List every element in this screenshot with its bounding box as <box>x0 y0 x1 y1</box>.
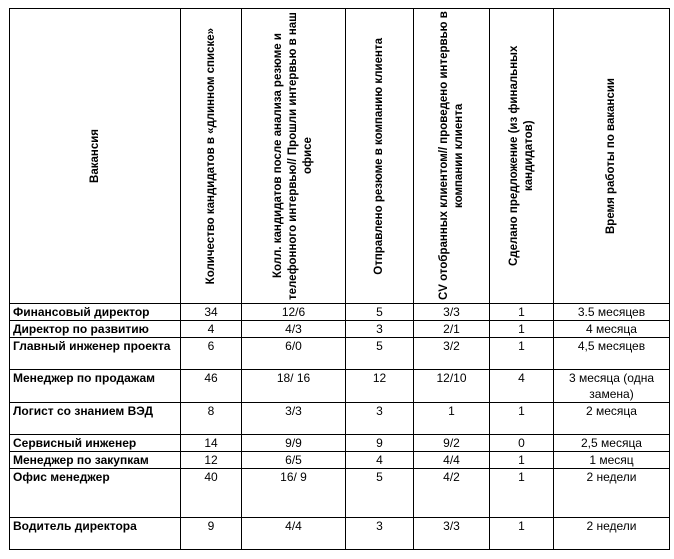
cell-vacancy: Главный инженер проекта <box>10 338 181 370</box>
header-text: Колл. кандидатов после анализа резюме и телефонного интервью// Прошли интервью в наш офисе <box>272 12 314 300</box>
cell-long-list: 12 <box>181 452 242 469</box>
cell-sent: 3 <box>346 403 414 435</box>
header-time <box>554 9 670 304</box>
cell-sent: 12 <box>346 370 414 403</box>
header-text: Сделано предложение (из финальных кандидатов) <box>507 45 535 267</box>
cell-sent: 5 <box>346 338 414 370</box>
cell-offer: 1 <box>490 469 554 518</box>
cell-after-analysis: 6/0 <box>242 338 346 370</box>
header-text: CV отобранных клиентом// проведено интервью в компании клиента <box>437 11 465 301</box>
header-vacancy <box>10 9 181 304</box>
header-text: Вакансия <box>88 129 101 183</box>
cell-cv-selected: 1 <box>414 403 490 435</box>
cell-cv-selected: 4/2 <box>414 469 490 518</box>
cell-long-list: 9 <box>181 518 242 550</box>
header-offer <box>490 9 554 304</box>
cell-offer: 1 <box>490 304 554 321</box>
table-row <box>10 518 670 550</box>
cell-long-list: 34 <box>181 304 242 321</box>
cell-time: 2,5 месяца <box>554 435 670 452</box>
cell-cv-selected: 9/2 <box>414 435 490 452</box>
header-text: Количество кандидатов в «длинном списке» <box>204 27 217 285</box>
cell-vacancy: Сервисный инженер <box>10 435 181 452</box>
cell-vacancy: Водитель директора <box>10 518 181 550</box>
cell-vacancy: Менеджер по продажам <box>10 370 181 403</box>
cell-offer: 1 <box>490 452 554 469</box>
cell-sent: 9 <box>346 435 414 452</box>
cell-time: 3 месяца (одна замена) <box>554 370 670 403</box>
cell-cv-selected: 12/10 <box>414 370 490 403</box>
cell-long-list: 46 <box>181 370 242 403</box>
cell-after-analysis: 9/9 <box>242 435 346 452</box>
header-long-list <box>181 9 242 304</box>
cell-offer: 4 <box>490 370 554 403</box>
cell-offer: 1 <box>490 321 554 338</box>
cell-sent: 4 <box>346 452 414 469</box>
cell-vacancy: Менеджер по закупкам <box>10 452 181 469</box>
vacancy-report-table <box>9 8 670 550</box>
cell-sent: 3 <box>346 321 414 338</box>
cell-time: 1 месяц <box>554 452 670 469</box>
cell-vacancy: Директор по развитию <box>10 321 181 338</box>
cell-offer: 1 <box>490 518 554 550</box>
table-row <box>10 370 670 403</box>
cell-after-analysis: 18/ 16 <box>242 370 346 403</box>
cell-long-list: 40 <box>181 469 242 518</box>
header-cv-selected <box>414 9 490 304</box>
cell-after-analysis: 16/ 9 <box>242 469 346 518</box>
cell-offer: 1 <box>490 403 554 435</box>
table-row <box>10 469 670 518</box>
cell-after-analysis: 12/6 <box>242 304 346 321</box>
table-row <box>10 452 670 469</box>
cell-cv-selected: 2/1 <box>414 321 490 338</box>
header-row <box>10 9 670 304</box>
cell-long-list: 14 <box>181 435 242 452</box>
table-row <box>10 321 670 338</box>
header-after-analysis <box>242 9 346 304</box>
table-row <box>10 338 670 370</box>
cell-after-analysis: 4/3 <box>242 321 346 338</box>
cell-time: 4 месяца <box>554 321 670 338</box>
cell-time: 2 недели <box>554 469 670 518</box>
cell-long-list: 8 <box>181 403 242 435</box>
cell-offer: 1 <box>490 338 554 370</box>
cell-time: 4,5 месяцев <box>554 338 670 370</box>
cell-after-analysis: 4/4 <box>242 518 346 550</box>
header-text: Отправлено резюме в компанию клиента <box>373 37 385 275</box>
cell-time: 2 недели <box>554 518 670 550</box>
cell-cv-selected: 3/3 <box>414 518 490 550</box>
cell-cv-selected: 4/4 <box>414 452 490 469</box>
table-row <box>10 304 670 321</box>
cell-after-analysis: 3/3 <box>242 403 346 435</box>
cell-after-analysis: 6/5 <box>242 452 346 469</box>
cell-sent: 5 <box>346 304 414 321</box>
cell-cv-selected: 3/3 <box>414 304 490 321</box>
cell-vacancy: Логист со знанием ВЭД <box>10 403 181 435</box>
cell-sent: 5 <box>346 469 414 518</box>
header-text: Время работы по вакансии <box>605 77 617 234</box>
cell-long-list: 6 <box>181 338 242 370</box>
table-row <box>10 403 670 435</box>
header-sent <box>346 9 414 304</box>
cell-long-list: 4 <box>181 321 242 338</box>
cell-vacancy: Финансовый директор <box>10 304 181 321</box>
cell-time: 3.5 месяцев <box>554 304 670 321</box>
cell-offer: 0 <box>490 435 554 452</box>
cell-sent: 3 <box>346 518 414 550</box>
cell-vacancy: Офис менеджер <box>10 469 181 518</box>
cell-time: 2 месяца <box>554 403 670 435</box>
cell-cv-selected: 3/2 <box>414 338 490 370</box>
table-row <box>10 435 670 452</box>
